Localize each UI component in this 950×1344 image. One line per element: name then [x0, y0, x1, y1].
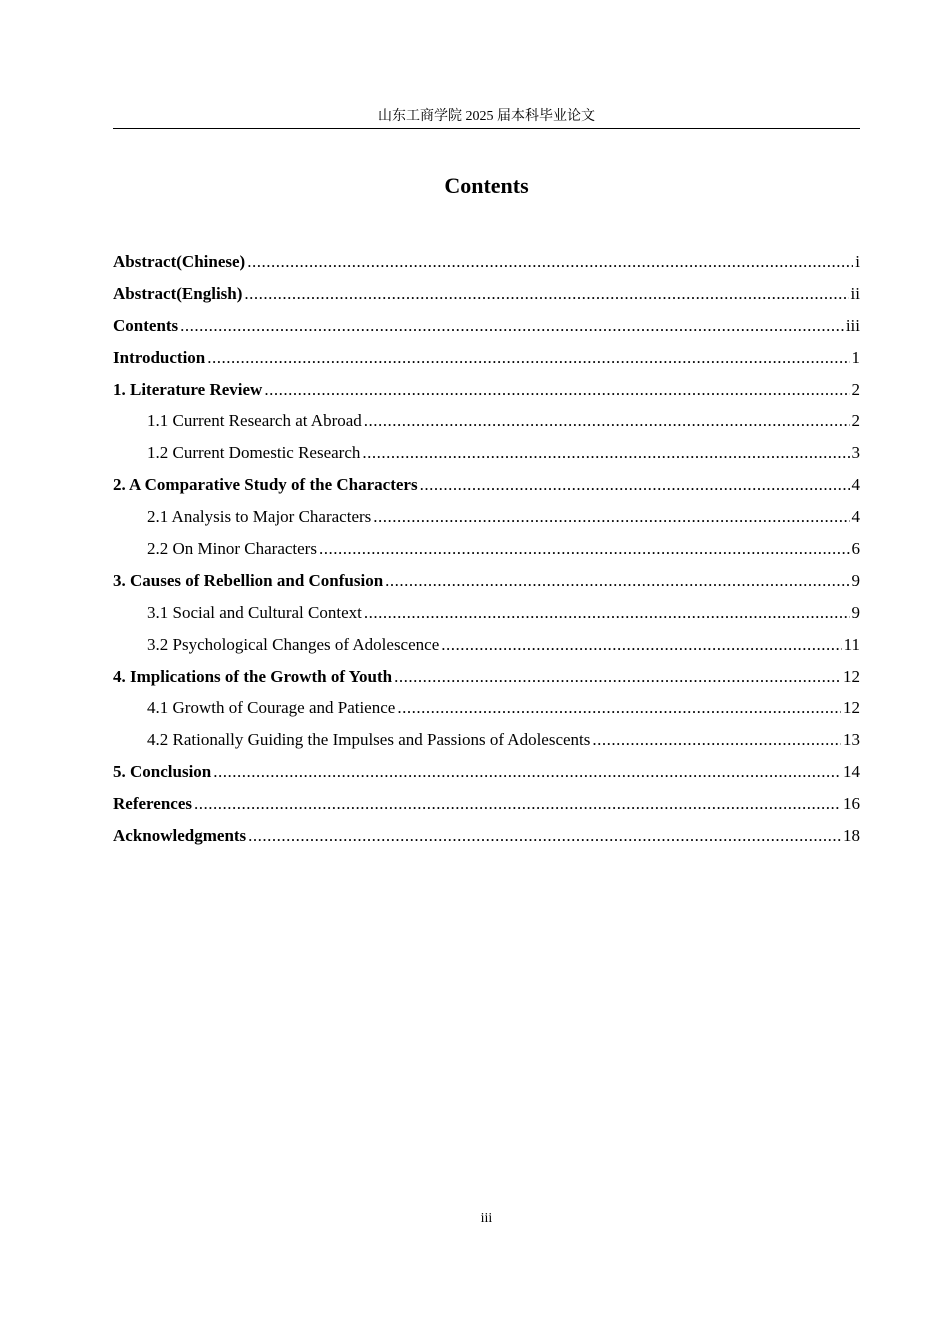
- toc-page-number: 13: [843, 730, 860, 750]
- dot-leader: [180, 314, 844, 338]
- dot-leader: [364, 601, 850, 625]
- page-number: iii: [480, 1211, 493, 1226]
- toc-entry-title: 4.2 Rationally Guiding the Impulses and Passions of Adolescents: [147, 730, 591, 750]
- toc-entry-title: 4.1 Growth of Courage and Patience: [147, 698, 396, 718]
- toc-entry-section-1-1[interactable]: [113, 409, 860, 441]
- page-title: Contents: [444, 173, 529, 198]
- toc-entry-chapter-2[interactable]: [113, 473, 860, 505]
- dot-leader: [420, 473, 850, 497]
- dot-leader: [247, 250, 853, 274]
- toc-entry-title: Acknowledgments: [113, 826, 247, 846]
- toc-entry-abstract-english[interactable]: [113, 282, 860, 314]
- toc-page-number: i: [855, 252, 860, 271]
- dot-leader: [244, 282, 848, 306]
- toc-entry-title: 3.2 Psychological Changes of Adolescence: [147, 634, 440, 654]
- toc-entry-chapter-4[interactable]: [113, 665, 860, 697]
- dot-leader: [319, 537, 850, 561]
- toc-entry-section-4-2[interactable]: [113, 728, 860, 760]
- toc-entry-title: 1.1 Current Research at Abroad: [147, 411, 362, 431]
- toc-page-number: 4: [851, 507, 860, 527]
- toc-entry-section-4-1[interactable]: [113, 696, 860, 728]
- toc-page-number: 18: [843, 826, 860, 846]
- toc-entry-title: 5. Conclusion: [113, 762, 212, 782]
- toc-page-number: 9: [851, 602, 860, 622]
- dot-leader: [373, 505, 849, 529]
- toc-entry-title: 2.1 Analysis to Major Characters: [147, 507, 372, 527]
- toc-page-number: 11: [843, 634, 860, 654]
- toc-entry-title: Abstract(English): [113, 283, 243, 303]
- dot-leader: [394, 665, 841, 689]
- toc-page-number: 14: [843, 762, 860, 782]
- toc-page-number: 2: [851, 411, 860, 431]
- toc-entry-title: 4. Implications of the Growth of Youth: [113, 666, 393, 686]
- toc-entry-title: Contents: [113, 315, 179, 335]
- toc-page-number: ii: [850, 283, 860, 303]
- dot-leader: [397, 696, 841, 720]
- toc-page-number: iii: [845, 315, 860, 335]
- toc-entry-contents[interactable]: [113, 314, 860, 346]
- dot-leader: [441, 633, 841, 657]
- toc-entry-section-1-2[interactable]: [113, 441, 860, 473]
- dot-leader: [592, 728, 841, 752]
- toc-page-number: 2: [851, 379, 860, 399]
- toc-page-number: 9: [851, 570, 860, 590]
- dot-leader: [207, 346, 849, 370]
- toc-page-number: 12: [843, 666, 860, 686]
- dot-leader: [362, 441, 849, 465]
- toc-entry-section-2-1[interactable]: [113, 505, 860, 537]
- toc-page-number: 16: [843, 794, 860, 814]
- dot-leader: [364, 409, 850, 433]
- toc-page-number: 3: [851, 443, 860, 463]
- toc-entry-chapter-1[interactable]: [113, 378, 860, 410]
- toc-entry-title: References: [113, 794, 192, 814]
- toc-entry-title: Introduction: [113, 347, 206, 367]
- toc-entry-references[interactable]: [113, 792, 860, 824]
- dot-leader: [385, 569, 849, 593]
- toc-page-number: 12: [843, 698, 860, 718]
- toc-page-number: 6: [851, 539, 860, 559]
- toc-entry-chapter-3[interactable]: [113, 569, 860, 601]
- header-rule: [113, 128, 860, 129]
- toc-entry-section-3-2[interactable]: [113, 633, 860, 665]
- dot-leader: [264, 378, 849, 402]
- toc-entry-title: 1.2 Current Domestic Research: [147, 443, 361, 463]
- toc-page-number: 4: [851, 475, 860, 495]
- dot-leader: [213, 760, 841, 784]
- toc-entry-section-3-1[interactable]: [113, 601, 860, 633]
- toc-entry-title: 3.1 Social and Cultural Context: [147, 602, 362, 622]
- toc-entry-acknowledgments[interactable]: [113, 824, 860, 856]
- toc-entry-abstract-chinese[interactable]: [113, 250, 860, 282]
- toc-page-number: 1: [851, 347, 860, 367]
- toc-entry-title: 2.2 On Minor Characters: [147, 539, 317, 559]
- toc-entry-chapter-5[interactable]: [113, 760, 860, 792]
- toc-entry-title: 2. A Comparative Study of the Characters: [113, 475, 418, 495]
- toc-entry-section-2-2[interactable]: [113, 537, 860, 569]
- toc-entry-title: 1. Literature Review: [113, 379, 263, 399]
- dot-leader: [248, 824, 841, 848]
- running-header: 山东工商学院 2025 届本科毕业论文: [378, 109, 595, 124]
- dot-leader: [194, 792, 841, 816]
- table-of-contents: [113, 250, 860, 856]
- toc-entry-title: Abstract(Chinese): [113, 252, 246, 271]
- toc-entry-introduction[interactable]: [113, 346, 860, 378]
- toc-entry-title: 3. Causes of Rebellion and Confusion: [113, 570, 384, 590]
